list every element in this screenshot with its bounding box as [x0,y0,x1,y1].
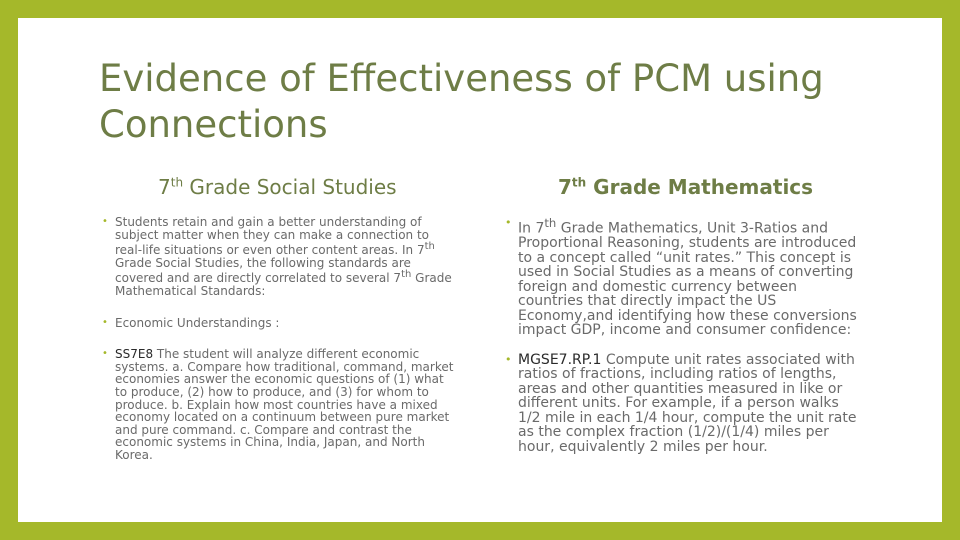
right-bullet-2-text: Compute unit rates associated with ratios of fractions, including ratios of lengths, areas and other quantities measured in like or different units. For example, if a person walks 1/2 mile in each 1/4 hour, compute the unit rate as the complex fraction (1/2)/(1/4) miles per hour, equivalently 2 miles per hour. [518,351,857,455]
left-column-heading [158,174,438,200]
left-bullet-1-sup-a: th [424,241,435,253]
left-bullet-item-1 [102,215,455,298]
bullet-icon: • [505,352,512,366]
left-bullet-1-text-b: Grade Social Studies, the following standards are covered and are directly correlated to several 7 [115,255,411,286]
right-bullet-item-2 [505,351,863,455]
left-bullet-2-text: Economic Understandings : [115,315,280,330]
bullet-icon: • [102,348,108,360]
standard-code-ss7e8: SS7E8 [115,347,154,362]
left-heading-superscript: th [170,175,184,190]
left-bullet-1-text-a: Students retain and gain a better understanding of subject matter when they can make a connection to real-life situations or even other content areas. In 7 [115,215,430,258]
right-column-heading [558,174,838,200]
left-bullet-list [102,215,455,481]
left-bullet-3-text: The student will analyze different economic systems. a. Compare how traditional, command, market economies answer the economic questions of (1) what to produce, (2) how to produce, and (3) for whom to produce. b. Explain how most countries have a mixed economy located on a continuum between pure market and pure command. c. Compare and contrast the economic systems in China, India, Japan, and North Korea. [115,347,454,462]
right-bullet-1-text-b: Grade Mathematics, Unit 3-Ratios and Proportional Reasoning, students are introduced to a concept called “unit rates.” This concept is used in Social Studies as a means of converting foreign and domestic currency between countries that directly impact the US Economy,and identifying how these conversions impact GDP, income and consumer confidence: [518,220,857,339]
left-bullet-item-3 [102,347,455,462]
left-heading-number: 7 [158,175,171,199]
right-bullet-1-sup: th [544,216,557,230]
right-bullet-item-1 [505,216,863,339]
slide [18,18,942,522]
right-heading-number: 7 [558,175,572,199]
left-bullet-item-2 [102,315,455,330]
right-heading-superscript: th [571,175,587,190]
standard-code-mgse7-rp1: MGSE7.RP.1 [518,351,602,368]
right-bullet-list [505,216,863,469]
right-heading-text: Grade Mathematics [586,175,814,199]
left-heading-text: Grade Social Studies [183,175,397,199]
slide-title: Evidence of Effectiveness of PCM using Connections [99,57,824,146]
bullet-icon: • [102,316,108,328]
left-bullet-1-text-c: Grade Mathematical Standards: [115,271,452,298]
right-bullet-1-text-a: In 7 [518,220,545,237]
bullet-icon: • [102,216,108,227]
bullet-icon: • [505,216,512,229]
left-bullet-1-sup-b: th [401,269,412,281]
